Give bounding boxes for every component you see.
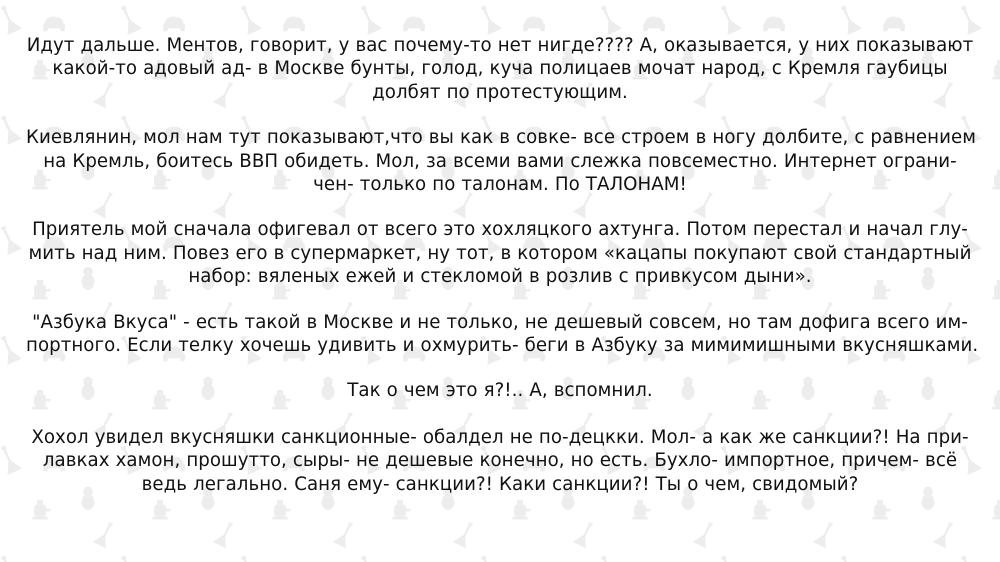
paragraph-1-line-1: Идут дальше. Ментов, говорит, у вас почему-то нет нигде???? А, оказывается, у них показывают <box>26 35 974 56</box>
paragraph-2-line-1: Киевлянин, мол нам тут показывают,что вы как в совке- все строем в ногу долбите, с равнением <box>26 127 976 149</box>
paragraph-3-line-3: набор: вяленых ежей и стекломой в розлив с привкусом дыни». <box>188 266 812 288</box>
paragraph-3-line-2: мить над ним. Повез его в супермаркет, ну тот, в котором «кацапы покупают свой стандартный <box>28 242 972 264</box>
paragraph-1-line-3: долбят по протестующим. <box>372 81 628 103</box>
paragraph-6 <box>26 426 974 496</box>
paragraph-4-line-1: "Азбука Вкуса" - есть такой в Москве и не только, не дешевый совсем, но там дофига всего им- <box>32 311 968 333</box>
paragraph-6-line-1: Хохол увидел вкусняшки санкционные- обалдел не по-децкки. Мол- а как же санкции?! На при- <box>31 426 969 448</box>
paragraph-4 <box>26 311 979 358</box>
paragraph-1 <box>26 34 974 104</box>
paragraph-1-line-2: какой-то адовый ад- в Москве бунты, голод, куча полицаев мочат народ, с Кремля гаубицы <box>52 58 948 80</box>
paragraph-3-line-1: Приятель мой сначала офигевал от всего это хохляцкого ахтунга. Потом перестал и начал глу- <box>32 219 968 241</box>
paragraph-6-line-3: ведь легально. Саня ему- санкции?! Каки санкции?! Ты о чем, свидомый? <box>141 473 859 495</box>
paragraph-6-line-2: лавках хамон, прошутто, сыры- не дешевые конечно, но есть. Бухло- импортное, причем- всё <box>42 450 958 472</box>
paragraph-2-line-2: на Кремль, боитесь ВВП обидеть. Мол, за всеми вами слежка повсеместно. Интернет ограни- <box>43 150 957 172</box>
paragraph-5-line-1: Так о чем это я?!.. А, вспомнил. <box>347 380 653 402</box>
paragraph-5 <box>26 379 974 402</box>
paragraph-2 <box>26 126 974 196</box>
paragraph-4-line-2: портного. Если телку хочешь удивить и охмурить- беги в Азбуку за мимимишными вкусняшками. <box>26 335 979 357</box>
paragraph-3 <box>26 218 974 288</box>
paragraph-2-line-3: чен- только по талонам. По ТАЛОНАМ! <box>313 174 687 196</box>
